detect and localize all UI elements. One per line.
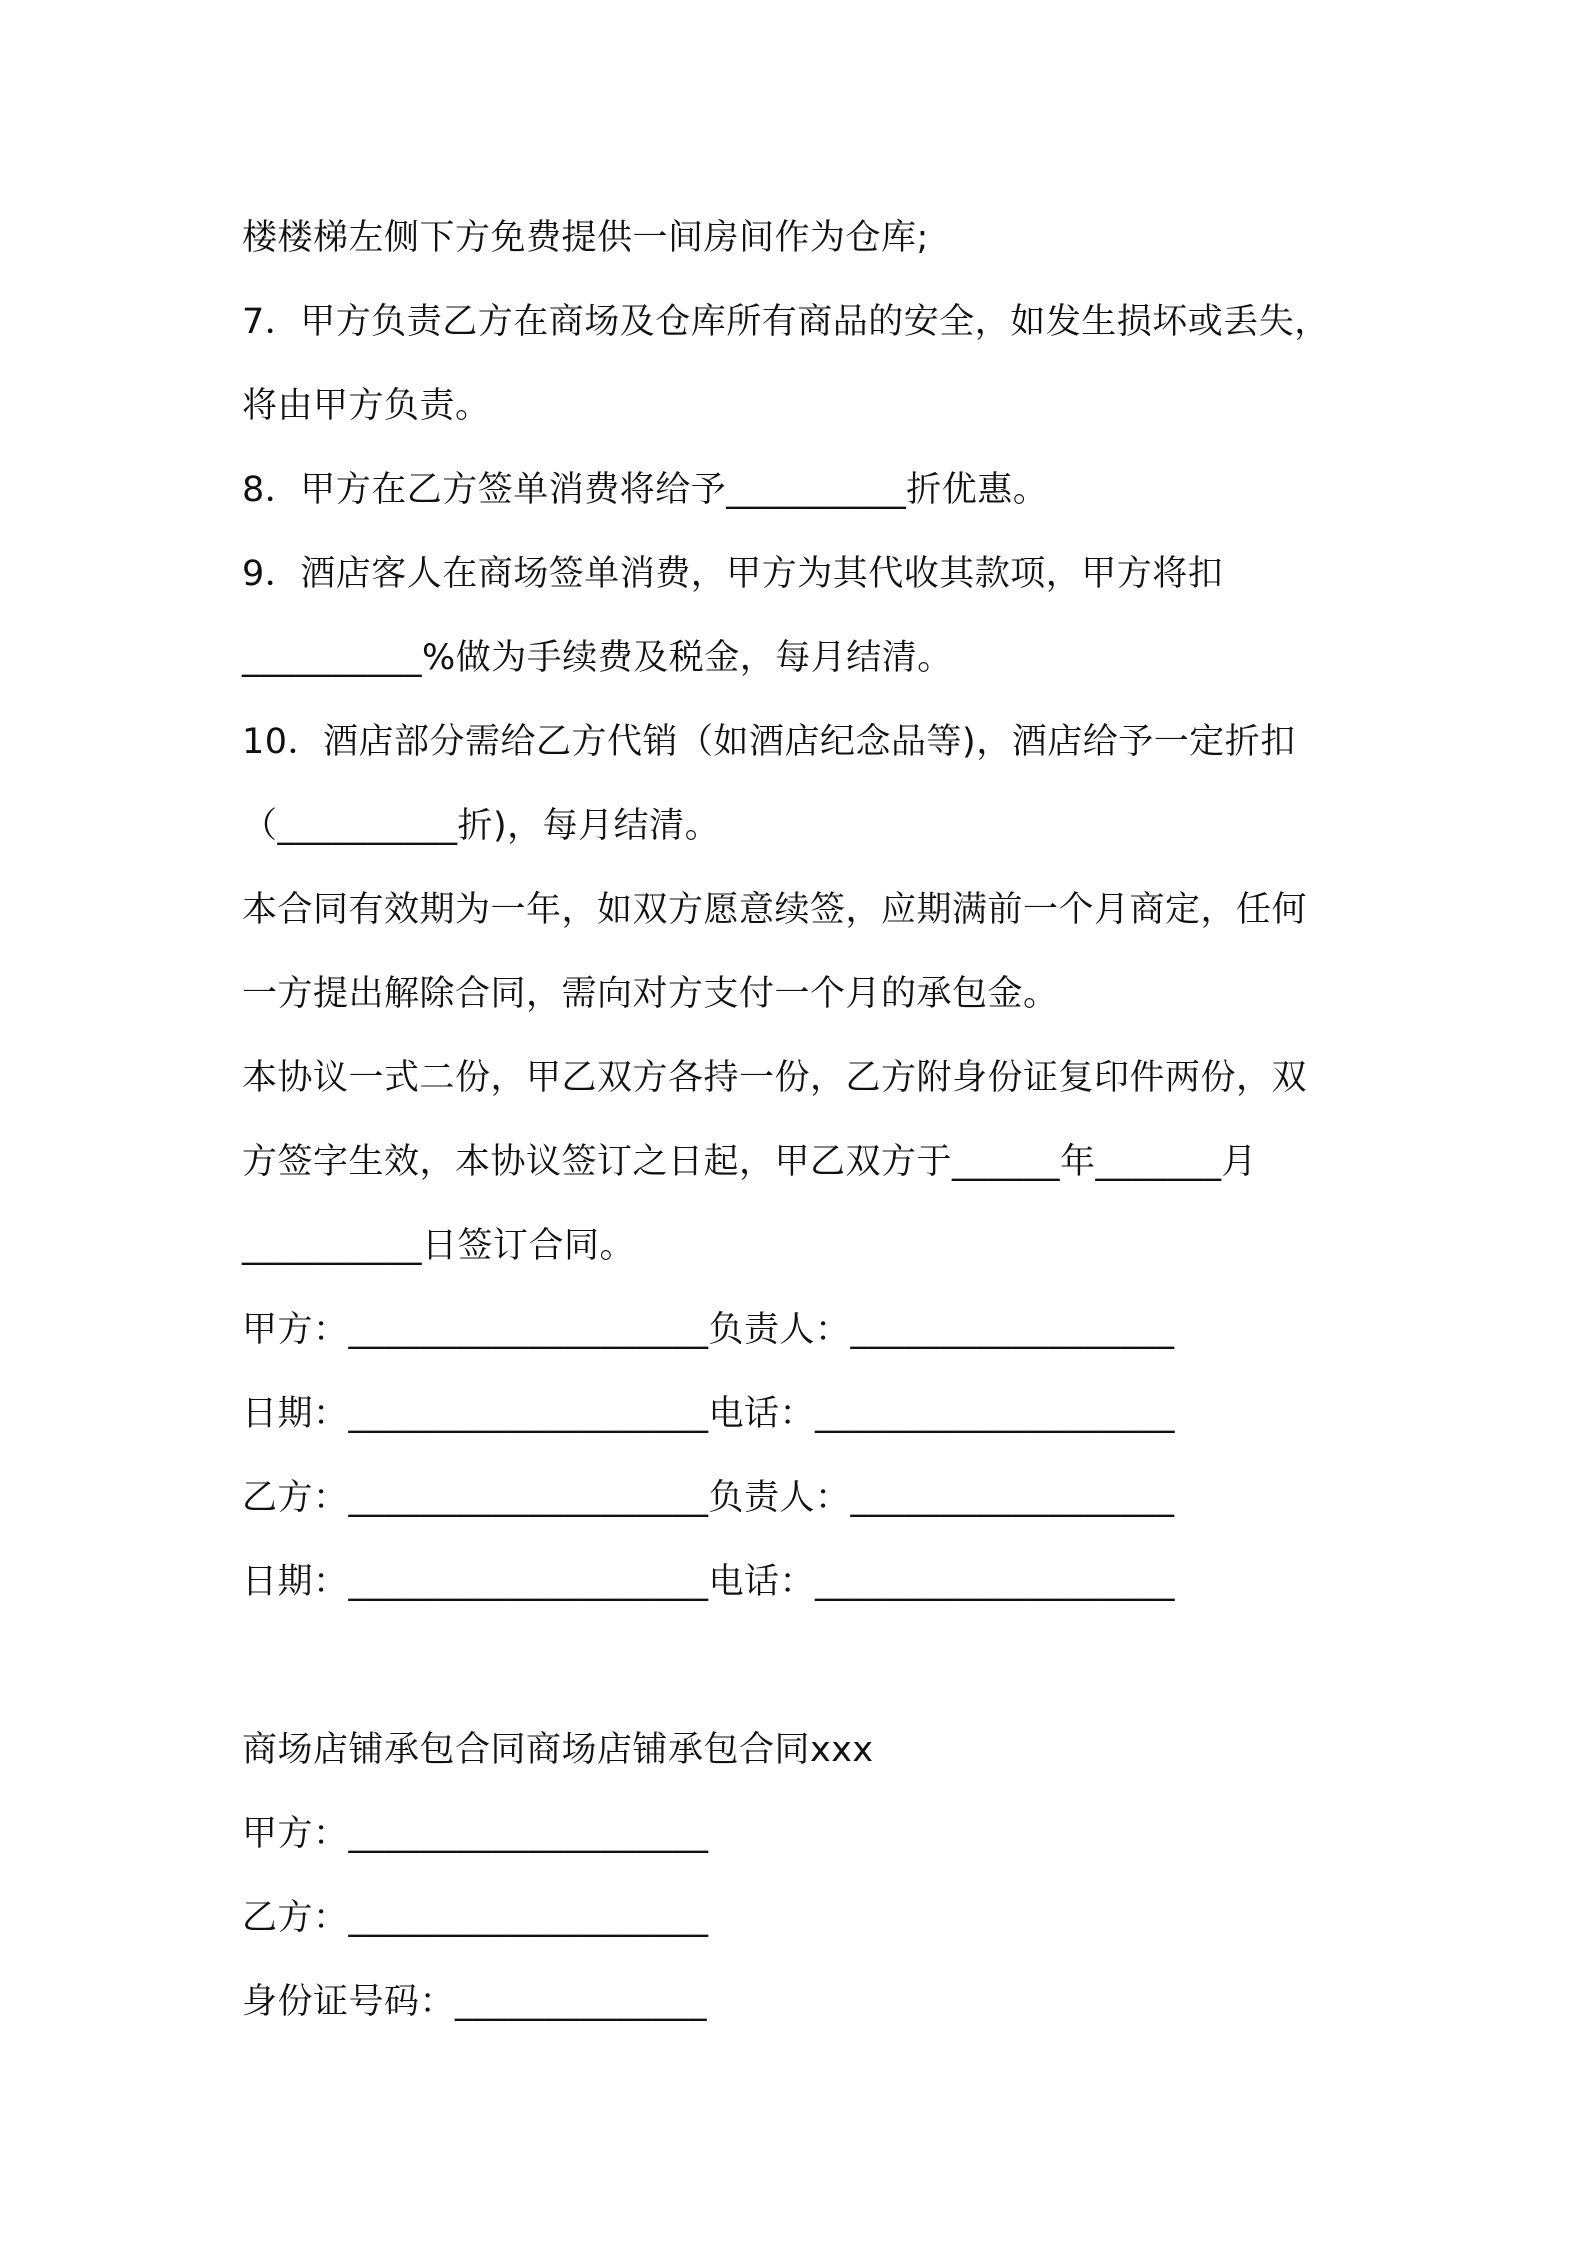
text-line: 方签字生效，本协议签订之日起，甲乙双方于______年_______月 [242,1142,1258,1182]
text-line: 将由甲方负责。 [242,386,491,426]
section-gap [242,1624,1382,1708]
second-party-a-line: 甲方：____________________ [242,1814,709,1854]
text-line: __________%做为手续费及税金，每月结清。 [242,638,953,678]
clause-8: 8．甲方在乙方签单消费将给予__________折优惠。 [242,470,1049,510]
text-line: （__________折)，每月结清。 [242,806,721,846]
party-b-date-line: 日期：____________________电话：____________________ [242,1562,1176,1602]
second-contract-title: 商场店铺承包合同商场店铺承包合同xxx [242,1730,874,1770]
party-a-signature-line: 甲方：____________________负责人：__________________ [242,1310,1175,1350]
clause-9: 9．酒店客人在商场签单消费，甲方为其代收其款项，甲方将扣 [242,554,1224,594]
clause-7: 7．甲方负责乙方在商场及仓库所有商品的安全，如发生损坏或丢失， [242,302,1330,342]
second-party-b-line: 乙方：____________________ [242,1898,709,1938]
party-a-date-line: 日期：____________________电话：____________________ [242,1394,1176,1434]
text-line: __________日签订合同。 [242,1226,636,1266]
validity-paragraph: 本合同有效期为一年，如双方愿意续签，应期满前一个月商定，任何 [242,890,1308,930]
copies-paragraph: 本协议一式二份，甲乙双方各持一份，乙方附身份证复印件两份，双 [242,1058,1308,1098]
document-body [242,196,1382,2044]
clause-10: 10．酒店部分需给乙方代销（如酒店纪念品等)，酒店给予一定折扣 [242,722,1296,762]
party-b-signature-line: 乙方：____________________负责人：__________________ [242,1478,1175,1518]
id-number-line: 身份证号码：______________ [242,1982,708,2022]
text-line: 楼楼梯左侧下方免费提供一间房间作为仓库; [242,218,929,258]
text-line: 一方提出解除合同，需向对方支付一个月的承包金。 [242,974,1059,1014]
